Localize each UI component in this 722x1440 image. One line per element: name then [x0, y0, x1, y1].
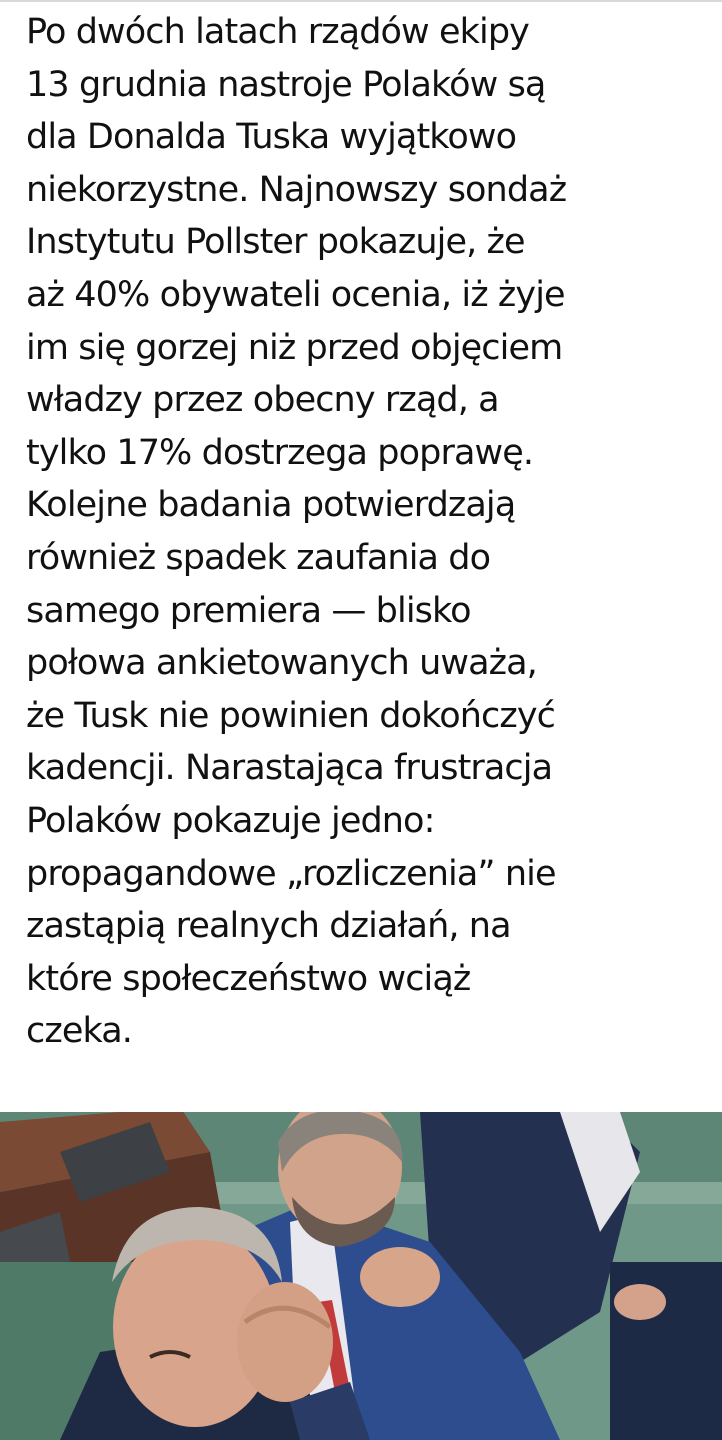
article-line: im się gorzej niż przed objęciem — [26, 327, 563, 368]
article-text — [26, 6, 706, 1058]
article-body — [26, 6, 706, 1058]
article-line: propagandowe „rozliczenia” nie — [26, 853, 556, 894]
article-line: władzy przez obecny rząd, a — [26, 380, 499, 421]
parliament-photo-illustration — [0, 1112, 722, 1440]
article-line: kadencji. Narastająca frustracja — [26, 748, 553, 789]
front-person-hand — [237, 1282, 333, 1402]
article-line: samego premiera — blisko — [26, 590, 471, 631]
article-line: połowa ankietowanych uważa, — [26, 643, 537, 684]
article-line: tylko 17% dostrzega poprawę. — [26, 432, 534, 473]
article-line: również spadek zaufania do — [26, 537, 491, 578]
article-line: niekorzystne. Najnowszy sondaż — [26, 169, 567, 210]
article-line: dla Donalda Tuska wyjątkowo — [26, 117, 517, 158]
article-line: Po dwóch latach rządów ekipy — [26, 12, 529, 52]
middle-person-hand — [360, 1247, 440, 1307]
article-line: że Tusk nie powinien dokończyć — [26, 695, 556, 736]
article-line: Polaków pokazuje jedno: — [26, 800, 435, 841]
article-photo[interactable] — [0, 1112, 722, 1440]
article-line: Instytutu Pollster pokazuje, że — [26, 222, 525, 263]
article-line: aż 40% obywateli ocenia, iż żyje — [26, 274, 565, 315]
right-person-hand — [614, 1284, 666, 1320]
article-line: zastąpią realnych działań, na — [26, 906, 511, 947]
article-line: które społeczeństwo wciąż — [26, 958, 471, 999]
article-line: czeka. — [26, 1011, 132, 1052]
article-line: 13 grudnia nastroje Polaków są — [26, 64, 546, 105]
article-line: Kolejne badania potwierdzają — [26, 485, 516, 526]
top-divider — [0, 0, 722, 2]
